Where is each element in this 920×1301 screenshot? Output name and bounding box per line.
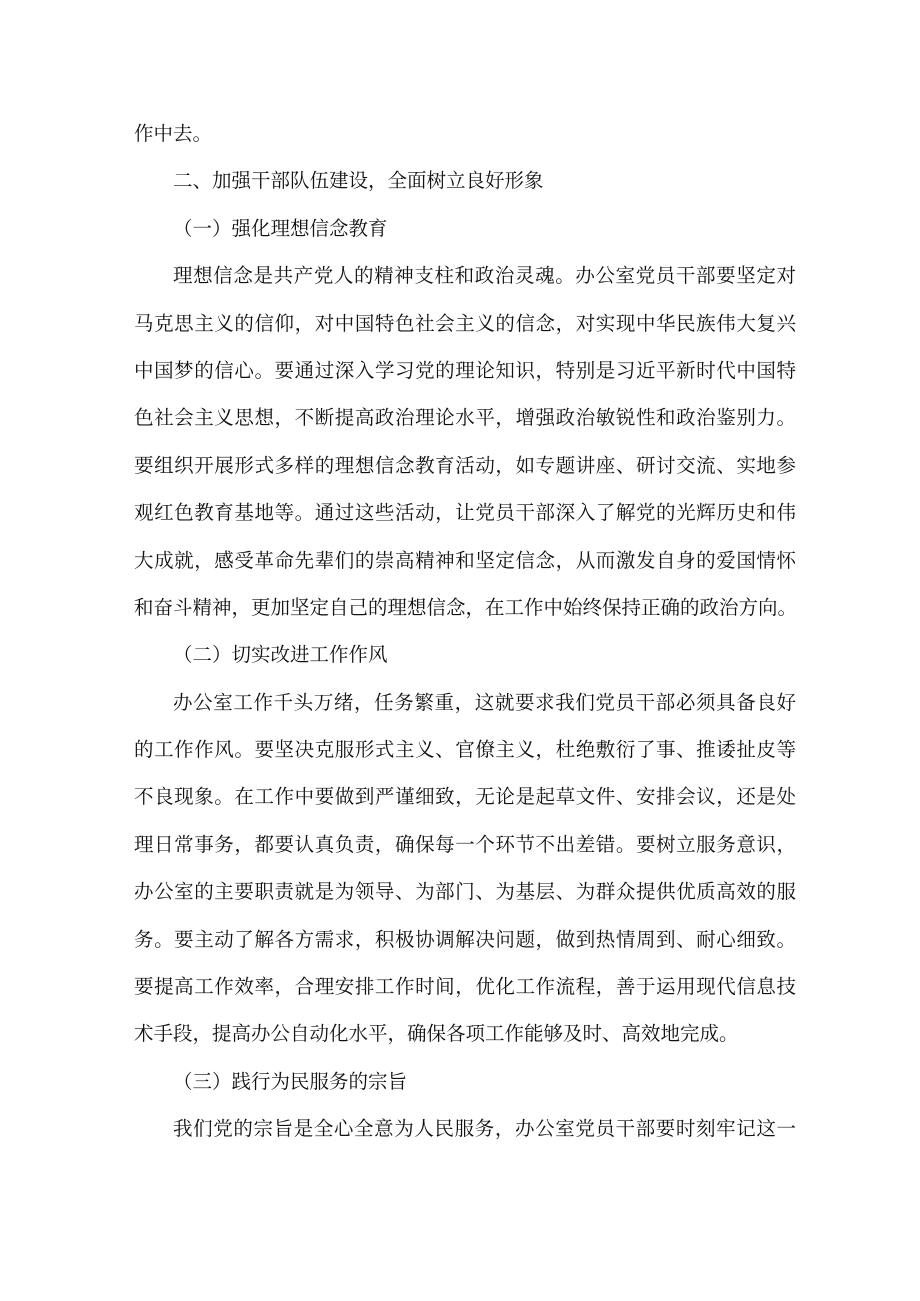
paragraph-line: 务。要主动了解各方需求，积极协调解决问题，做到热情周到、耐心细致。: [134, 927, 796, 951]
subsection-heading-3: （三）践行为民服务的宗旨: [173, 1069, 408, 1093]
paragraph-line: 要提高工作效率，合理安排工作时间，优化工作流程，善于运用现代信息技: [134, 975, 796, 999]
paragraph-line: 要组织开展形式多样的理想信念教育活动，如专题讲座、研讨交流、实地参: [134, 453, 796, 477]
continuation-line: 作中去。: [134, 122, 213, 145]
paragraph-line: 色社会主义思想，不断提高政治理论水平，增强政治敏锐性和政治鉴别力。: [134, 406, 796, 430]
paragraph-line: 理想信念是共产党人的精神支柱和政治灵魂。办公室党员干部要坚定对: [173, 264, 796, 288]
paragraph-line: 办公室的主要职责就是为领导、为部门、为基层、为群众提供优质高效的服: [134, 880, 796, 904]
paragraph-line: 马克思主义的信仰，对中国特色社会主义的信念，对实现中华民族伟大复兴: [134, 311, 796, 335]
subsection-heading-1: （一）强化理想信念教育: [173, 216, 388, 240]
paragraph-line: 理日常事务，都要认真负责，确保每一个环节不出差错。要树立服务意识，: [134, 832, 796, 856]
paragraph-line: 的工作作风。要坚决克服形式主义、官僚主义，杜绝敷衍了事、推诿扯皮等: [134, 738, 796, 762]
paragraph-line: 办公室工作千头万绪，任务繁重，这就要求我们党员干部必须具备良好: [173, 690, 796, 714]
paragraph-line: 观红色教育基地等。通过这些活动，让党员干部深入了解党的光辉历史和伟: [134, 501, 796, 525]
paragraph-line: 和奋斗精神，更加坚定自己的理想信念，在工作中始终保持正确的政治方向。: [134, 595, 798, 619]
subsection-heading-2: （二）切实改进工作作风: [173, 643, 388, 667]
paragraph-line: 中国梦的信心。要通过深入学习党的理论知识，特别是习近平新时代中国特: [134, 358, 796, 382]
section-heading: 二、加强干部队伍建设，全面树立良好形象: [173, 169, 544, 193]
document-body: [134, 110, 796, 1153]
paragraph-line: 不良现象。在工作中要做到严谨细致，无论是起草文件、安排会议，还是处: [134, 785, 796, 809]
paragraph-line: 我们党的宗旨是全心全意为人民服务，办公室党员干部要时刻牢记这一: [173, 1117, 796, 1141]
paragraph-line: 大成就，感受革命先辈们的崇高精神和坚定信念，从而激发自身的爱国情怀: [134, 548, 796, 572]
paragraph-line: 术手段，提高办公自动化水平，确保各项工作能够及时、高效地完成。: [134, 1022, 739, 1046]
